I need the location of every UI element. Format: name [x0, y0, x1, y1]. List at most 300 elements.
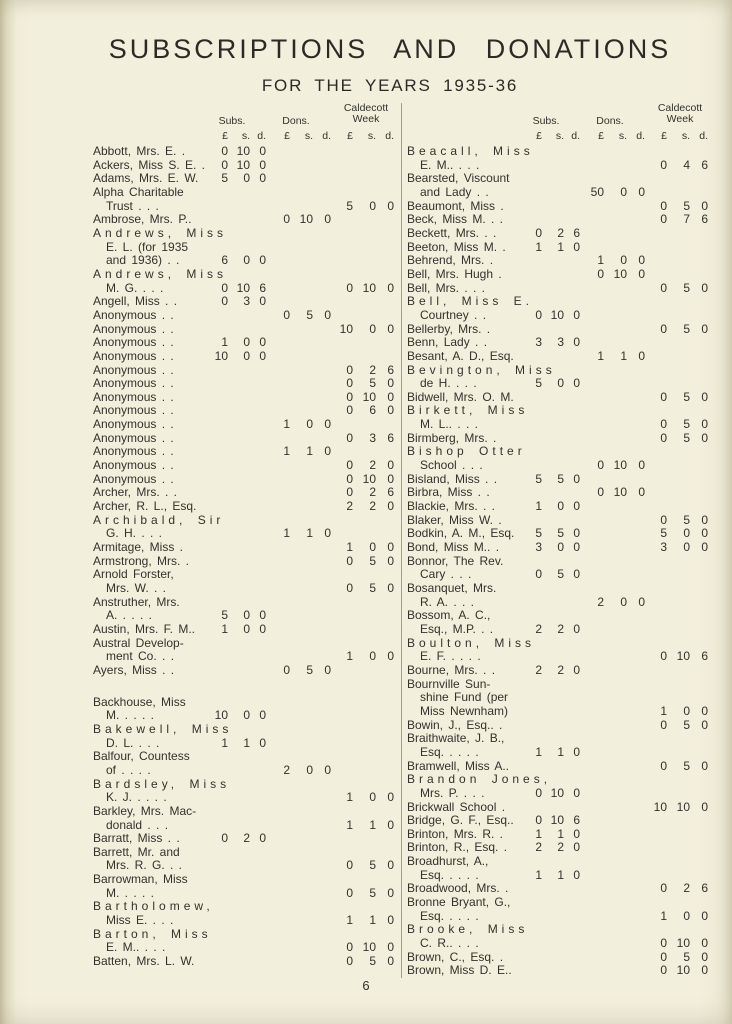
- cw-amount-pound: 0: [660, 212, 667, 227]
- pence-label: d.: [257, 130, 266, 142]
- donor-entry: [407, 268, 714, 282]
- cw-amount-pence: 6: [387, 430, 394, 445]
- donor-name-line: Austral Develop-: [93, 635, 184, 650]
- donor-name-line: Birbra, Miss . .: [407, 485, 490, 500]
- dons-amount-pence: 0: [638, 485, 645, 500]
- donor-entry: [93, 928, 400, 955]
- subs-amount-shillings: 5: [557, 526, 564, 541]
- donor-name-line: Mrs. R. G. . .: [106, 858, 182, 873]
- donor-name-line: Anonymous . .: [93, 458, 174, 473]
- donor-entry: [407, 801, 714, 815]
- dons-amount-pound: 0: [283, 307, 290, 322]
- dons-amount-pound: 1: [283, 417, 290, 432]
- donor-name-line: Angell, Miss . .: [93, 294, 178, 309]
- cw-amount-shillings: 10: [362, 280, 376, 295]
- donor-entry: [93, 568, 400, 595]
- subs-amount-shillings: 2: [243, 831, 250, 846]
- subs-amount-pence: 0: [573, 826, 580, 841]
- subs-amount-pound: 0: [535, 225, 542, 240]
- dons-amount-pound: 1: [597, 348, 604, 363]
- donor-entry: [93, 309, 400, 323]
- cw-amount-pound: 1: [346, 913, 353, 928]
- donor-entry: [93, 805, 400, 832]
- donor-name-line: Blaker, Miss W. .: [407, 512, 502, 527]
- subs-amount-pence: 6: [259, 280, 266, 295]
- donor-name-line: Bisland, Miss . .: [407, 471, 498, 486]
- subs-amount-pence: 0: [259, 294, 266, 309]
- cw-amount-shillings: 6: [369, 403, 376, 418]
- cw-amount-pound: 0: [346, 362, 353, 377]
- donor-entry: [93, 514, 400, 541]
- subs-amount-pound: 2: [535, 840, 542, 855]
- cw-amount-pound: 0: [346, 858, 353, 873]
- donor-name-line: Anonymous . .: [93, 348, 174, 363]
- donor-name-line: Esq. . . . .: [420, 744, 479, 759]
- donor-name-line: Anonymous . .: [93, 376, 174, 391]
- dons-amount-pound: 0: [283, 212, 290, 227]
- subs-amount-shillings: 10: [236, 280, 250, 295]
- donor-name-line: Austin, Mrs. F. M..: [93, 621, 196, 636]
- subs-amount-pound: 0: [221, 280, 228, 295]
- donor-name-line: Anonymous . .: [93, 403, 174, 418]
- cw-amount-shillings: 5: [369, 885, 376, 900]
- subs-amount-pound: 0: [221, 831, 228, 846]
- cw-amount-shillings: 4: [683, 157, 690, 172]
- cw-amount-shillings: 5: [369, 954, 376, 969]
- cw-amount-pence: 0: [387, 198, 394, 213]
- subs-amount-pound: 0: [221, 294, 228, 309]
- donor-name-line: Alpha Charitable: [93, 184, 184, 199]
- donor-name-line: Bossom, A. C.,: [407, 608, 491, 623]
- subs-header: Subs.: [532, 115, 560, 127]
- subs-amount-pence: 0: [573, 526, 580, 541]
- donor-name-line: Brinton, R., Esq. .: [407, 840, 508, 855]
- donor-name-line: Bramwell, Miss A..: [407, 758, 510, 773]
- dons-amount-pence: 0: [638, 348, 645, 363]
- subs-amount-shillings: 3: [243, 294, 250, 309]
- donor-name-line: Braithwaite, J. B.,: [407, 731, 505, 746]
- donor-entry: [407, 473, 714, 487]
- subs-amount-pound: 2: [535, 621, 542, 636]
- cw-amount-pound: 2: [346, 499, 353, 514]
- subs-amount-pence: 0: [573, 239, 580, 254]
- donor-entry: [93, 323, 400, 337]
- subs-amount-pence: 0: [573, 335, 580, 350]
- donor-entry: [93, 186, 400, 213]
- cw-amount-pound: 5: [346, 198, 353, 213]
- dons-amount-pound: 0: [283, 662, 290, 677]
- cw-amount-pence: 0: [387, 954, 394, 969]
- donor-name-line: D. L. . . .: [106, 735, 160, 750]
- subs-amount-pound: 10: [214, 708, 228, 723]
- donor-name-line: Beeton, Miss M. .: [407, 239, 506, 254]
- donor-name-line: Blackie, Mrs. . .: [407, 499, 496, 514]
- donor-name-line: Trust . . .: [106, 198, 159, 213]
- cw-amount-shillings: 2: [369, 485, 376, 500]
- left-column: [93, 103, 400, 978]
- subs-amount-shillings: 0: [557, 376, 564, 391]
- cw-amount-pence: 0: [387, 858, 394, 873]
- donor-entry: [93, 336, 400, 350]
- shillings-label: s.: [367, 130, 376, 142]
- cw-amount-pence: 0: [701, 198, 708, 213]
- dons-amount-pound: 1: [283, 444, 290, 459]
- cw-amount-shillings: 0: [369, 649, 376, 664]
- dons-amount-shillings: 0: [306, 417, 313, 432]
- donor-entry: [93, 159, 400, 173]
- subs-amount-pound: 1: [535, 867, 542, 882]
- donor-entry: [93, 268, 400, 295]
- subs-amount-pence: 6: [573, 225, 580, 240]
- cw-amount-shillings: 5: [369, 376, 376, 391]
- subs-amount-pence: 0: [573, 744, 580, 759]
- donor-name-line: E. M.. . . .: [106, 940, 166, 955]
- cw-amount-shillings: 10: [676, 799, 690, 814]
- subs-amount-pence: 0: [259, 735, 266, 750]
- subs-amount-pence: 0: [259, 171, 266, 186]
- subs-amount-shillings: 2: [557, 662, 564, 677]
- donor-entry: [407, 582, 714, 609]
- cw-amount-shillings: 1: [369, 913, 376, 928]
- subs-amount-shillings: 1: [557, 826, 564, 841]
- donor-name-line: M. G. . . .: [106, 280, 164, 295]
- cw-amount-shillings: 5: [683, 321, 690, 336]
- cw-amount-shillings: 5: [369, 581, 376, 595]
- cw-amount-pence: 0: [701, 526, 708, 541]
- donor-entry: [407, 964, 714, 978]
- cw-amount-shillings: 10: [362, 389, 376, 404]
- donor-name-line: Bournville Sun-: [407, 676, 491, 691]
- donor-name-line: Anonymous . .: [93, 362, 174, 377]
- donor-name-line: Balfour, Countess: [93, 749, 190, 764]
- cw-amount-pence: 0: [701, 799, 708, 814]
- donor-name-line: Bronne Bryant, G.,: [407, 895, 511, 910]
- cw-amount-pound: 0: [660, 512, 667, 527]
- dons-amount-pence: 0: [324, 212, 331, 227]
- subs-amount-pence: 0: [259, 348, 266, 363]
- cw-amount-pence: 0: [701, 321, 708, 336]
- cw-amount-pence: 0: [701, 280, 708, 295]
- donor-entry: [93, 541, 400, 555]
- donor-entry: [407, 814, 714, 828]
- subs-amount-pence: 0: [259, 708, 266, 723]
- subs-amount-shillings: 10: [236, 144, 250, 158]
- dons-amount-pence: 0: [638, 266, 645, 281]
- donor-name-line: Bridge, G. F., Esq..: [407, 813, 514, 828]
- dons-amount-shillings: 10: [613, 458, 627, 473]
- dons-amount-pound: 0: [597, 266, 604, 281]
- cw-amount-pence: 0: [701, 512, 708, 527]
- subs-amount-pound: 1: [535, 744, 542, 759]
- donor-name-line: Ackers, Miss S. E. .: [93, 157, 206, 172]
- cw-amount-shillings: 10: [676, 936, 690, 951]
- donor-name-line: Cary . . .: [420, 567, 472, 582]
- dons-amount-shillings: 0: [306, 762, 313, 777]
- donor-entry: [407, 323, 714, 337]
- pence-label: d.: [385, 130, 394, 142]
- cw-amount-pence: 0: [701, 908, 708, 923]
- pence-label: d.: [322, 130, 331, 142]
- donor-entry: [407, 609, 714, 636]
- dons-amount-pound: 2: [597, 594, 604, 609]
- donor-name-line: Bowin, J., Esq.. .: [407, 717, 503, 732]
- dons-amount-pence: 0: [638, 594, 645, 609]
- column-divider-rule: [401, 103, 402, 978]
- cw-amount-pound: 1: [660, 908, 667, 923]
- cw-amount-shillings: 0: [369, 790, 376, 805]
- donor-name-line: Bodkin, A. M., Esq.: [407, 526, 515, 541]
- cw-amount-pound: 0: [660, 649, 667, 664]
- cw-amount-shillings: 2: [369, 458, 376, 473]
- donor-name-line: donald . . .: [106, 817, 169, 832]
- donor-entry: [407, 678, 714, 719]
- caldecott-week-header: Caldecott Week: [657, 102, 703, 125]
- donor-entry: [407, 719, 714, 733]
- donor-name-line: Brinton, Mrs. R. .: [407, 826, 504, 841]
- dons-amount-shillings: 1: [620, 348, 627, 363]
- dons-amount-shillings: 0: [620, 253, 627, 268]
- donor-name-line: ment Co. . .: [106, 649, 175, 664]
- donor-name-line: Beaumont, Miss .: [407, 198, 504, 213]
- page-title: SUBSCRIPTIONS AND DONATIONS: [108, 34, 672, 64]
- donor-name-line: Esq. . . . .: [420, 908, 479, 923]
- donor-name-line: Anonymous . .: [93, 430, 174, 445]
- subs-amount-pence: 0: [573, 499, 580, 514]
- donor-name-line: Bell, Mrs. Hugh .: [407, 266, 502, 281]
- cw-amount-pence: 0: [387, 389, 394, 404]
- donor-name-line: M. . . . .: [106, 708, 155, 723]
- subs-amount-shillings: 0: [243, 171, 250, 186]
- donor-name-line: Anonymous . .: [93, 417, 174, 432]
- donor-entry: [407, 527, 714, 541]
- donor-name-line: Barton, Miss: [93, 926, 212, 941]
- cw-amount-shillings: 10: [676, 649, 690, 664]
- subs-amount-pound: 1: [221, 735, 228, 750]
- dons-amount-pence: 0: [638, 458, 645, 473]
- cw-amount-pence: 0: [701, 703, 708, 718]
- cw-amount-shillings: 10: [362, 471, 376, 486]
- donor-entry: [93, 213, 400, 227]
- donor-name-line: Brown, Miss D. E..: [407, 963, 512, 978]
- donor-name-line: Bakewell, Miss: [93, 721, 233, 736]
- subs-amount-shillings: 10: [236, 157, 250, 172]
- subs-amount-pound: 0: [535, 813, 542, 828]
- cw-amount-shillings: 10: [676, 963, 690, 978]
- donor-entry: [407, 841, 714, 855]
- donor-name-line: of . . . .: [106, 762, 151, 777]
- cw-amount-shillings: 5: [683, 280, 690, 295]
- donor-name-line: A. . . . .: [106, 608, 153, 623]
- cw-amount-shillings: 5: [683, 430, 690, 445]
- donor-name-line: Andrews, Miss: [93, 225, 228, 240]
- cw-amount-pound: 0: [660, 758, 667, 773]
- dons-amount-pence: 0: [324, 444, 331, 459]
- page-number: 6: [362, 978, 370, 993]
- donor-entry: [407, 254, 714, 268]
- dons-amount-pence: 0: [324, 307, 331, 322]
- page-subtitle: FOR THE YEARS 1935-36: [261, 76, 519, 95]
- subs-amount-pence: 0: [573, 840, 580, 855]
- donor-name-line: Barratt, Miss . .: [93, 831, 180, 846]
- donor-entry: [93, 486, 400, 500]
- cw-amount-shillings: 5: [683, 417, 690, 432]
- donor-name-line: Courtney . .: [420, 307, 487, 322]
- cw-amount-pence: 0: [701, 936, 708, 951]
- cw-amount-shillings: 5: [683, 512, 690, 527]
- cw-amount-shillings: 10: [362, 940, 376, 955]
- donor-name-line: Barkley, Mrs. Mac-: [93, 803, 197, 818]
- donor-entry: [93, 723, 400, 750]
- subs-amount-pence: 0: [259, 621, 266, 636]
- dons-amount-shillings: 10: [299, 212, 313, 227]
- subs-amount-shillings: 1: [557, 239, 564, 254]
- donor-name-line: Beacall, Miss: [407, 144, 534, 158]
- donor-name-line: Miss E. . . .: [106, 913, 174, 928]
- subs-amount-pound: 5: [221, 171, 228, 186]
- donor-name-line: K. J. . . . .: [106, 790, 167, 805]
- donor-name-line: G. H. . . .: [106, 526, 163, 541]
- cw-amount-pound: 0: [346, 389, 353, 404]
- pound-sign: £: [598, 130, 604, 142]
- cw-amount-pound: 0: [346, 485, 353, 500]
- donor-entry: [407, 350, 714, 364]
- cw-amount-shillings: 0: [683, 540, 690, 555]
- subs-amount-shillings: 1: [557, 744, 564, 759]
- donor-name-line: Bearsted, Viscount: [407, 171, 510, 186]
- cw-amount-pound: 0: [660, 198, 667, 213]
- donor-name-line: Esq., M.P. . .: [420, 621, 494, 636]
- donor-name-line: Brandon Jones,: [407, 772, 552, 787]
- cw-amount-pence: 0: [701, 758, 708, 773]
- donor-entry: [407, 445, 714, 472]
- subs-amount-pence: 0: [573, 307, 580, 322]
- subs-amount-pound: 0: [535, 567, 542, 582]
- cw-amount-shillings: 1: [369, 817, 376, 832]
- dons-amount-shillings: 0: [620, 594, 627, 609]
- donor-entry: [93, 500, 400, 514]
- donor-entry: [407, 432, 714, 446]
- dons-amount-pence: 0: [324, 526, 331, 541]
- subs-amount-shillings: 0: [243, 621, 250, 636]
- subs-amount-pound: 1: [221, 335, 228, 350]
- subs-amount-shillings: 0: [243, 253, 250, 268]
- cw-amount-pound: 0: [660, 321, 667, 336]
- subs-amount-pence: 0: [259, 608, 266, 623]
- cw-amount-shillings: 5: [683, 949, 690, 964]
- donor-entry: [93, 295, 400, 309]
- cw-amount-pence: 6: [387, 362, 394, 377]
- subs-amount-pound: 5: [535, 471, 542, 486]
- donor-entry: [93, 750, 400, 777]
- donor-name-line: Birmberg, Mrs. .: [407, 430, 497, 445]
- cw-amount-pound: 1: [346, 817, 353, 832]
- donor-entry: [407, 404, 714, 431]
- subs-amount-pence: 0: [259, 253, 266, 268]
- cw-amount-shillings: 5: [369, 553, 376, 568]
- dons-amount-pence: 0: [638, 253, 645, 268]
- donor-entry: [407, 514, 714, 528]
- donor-entry: [93, 432, 400, 446]
- subs-amount-pence: 0: [573, 785, 580, 800]
- cw-amount-shillings: 0: [683, 703, 690, 718]
- donor-name-line: Beckett, Mrs. . .: [407, 225, 497, 240]
- subs-amount-shillings: 10: [550, 785, 564, 800]
- cw-amount-pound: 0: [660, 881, 667, 896]
- cw-amount-pound: 0: [346, 280, 353, 295]
- dons-amount-shillings: 5: [306, 662, 313, 677]
- cw-amount-pence: 0: [387, 471, 394, 486]
- subs-amount-pence: 0: [259, 335, 266, 350]
- donor-entry: [93, 350, 400, 364]
- donor-name-line: Ayers, Miss . .: [93, 662, 175, 677]
- donor-entry: [93, 778, 400, 805]
- cw-amount-pound: 0: [660, 963, 667, 978]
- cw-amount-shillings: 5: [683, 717, 690, 732]
- cw-amount-pence: 0: [387, 321, 394, 336]
- donor-entry: [407, 882, 714, 896]
- right-column: [407, 103, 714, 978]
- donor-entry: [93, 637, 400, 664]
- cw-amount-shillings: 3: [369, 430, 376, 445]
- shillings-label: s.: [304, 130, 313, 142]
- cw-amount-pound: 0: [346, 430, 353, 445]
- donor-entry: [93, 459, 400, 473]
- subs-amount-pence: 0: [573, 376, 580, 391]
- donor-entry: [93, 418, 400, 432]
- subs-amount-pound: 0: [221, 144, 228, 158]
- donor-name-line: Armitage, Miss .: [93, 540, 184, 555]
- pound-sign: £: [661, 130, 667, 142]
- cw-amount-pound: 0: [660, 949, 667, 964]
- section-gap: [93, 678, 400, 696]
- cw-amount-pound: 0: [346, 376, 353, 391]
- donor-entry: [407, 145, 714, 172]
- cw-amount-pound: 0: [346, 581, 353, 595]
- donor-entry: [93, 404, 400, 418]
- donor-name-line: R. A. . . .: [420, 594, 475, 609]
- donor-entry: [93, 391, 400, 405]
- cw-amount-pence: 0: [701, 540, 708, 555]
- donor-name-line: Anonymous . .: [93, 335, 174, 350]
- cw-amount-pound: 1: [346, 649, 353, 664]
- donor-entry: [407, 555, 714, 582]
- subs-amount-pound: 0: [535, 785, 542, 800]
- cw-amount-pound: 0: [346, 471, 353, 486]
- donor-entry: [407, 172, 714, 199]
- donor-name-line: Bosanquet, Mrs.: [407, 581, 497, 595]
- cw-amount-pence: 0: [387, 817, 394, 832]
- cw-amount-pound: 10: [653, 799, 667, 814]
- donor-name-line: Bidwell, Mrs. O. M.: [407, 389, 514, 404]
- donor-entry: [93, 227, 400, 268]
- donor-entry: [407, 282, 714, 296]
- donor-name-line: Bond, Miss M.. .: [407, 540, 500, 555]
- subs-amount-shillings: 0: [557, 540, 564, 555]
- pence-label: d.: [636, 130, 645, 142]
- cw-amount-pence: 0: [387, 376, 394, 391]
- donor-name-line: de H. . . .: [420, 376, 477, 391]
- donor-name-line: Mrs. P. . . .: [420, 785, 485, 800]
- shillings-label: s.: [555, 130, 564, 142]
- donor-entry: [93, 623, 400, 637]
- cw-amount-pound: 0: [660, 417, 667, 432]
- subs-amount-shillings: 0: [557, 499, 564, 514]
- right-entries: [407, 145, 714, 978]
- donor-name-line: Bevington, Miss: [407, 362, 556, 377]
- donor-name-line: Backhouse, Miss: [93, 694, 186, 709]
- donor-name-line: Brooke, Miss: [407, 922, 529, 937]
- donor-entry: [93, 873, 400, 900]
